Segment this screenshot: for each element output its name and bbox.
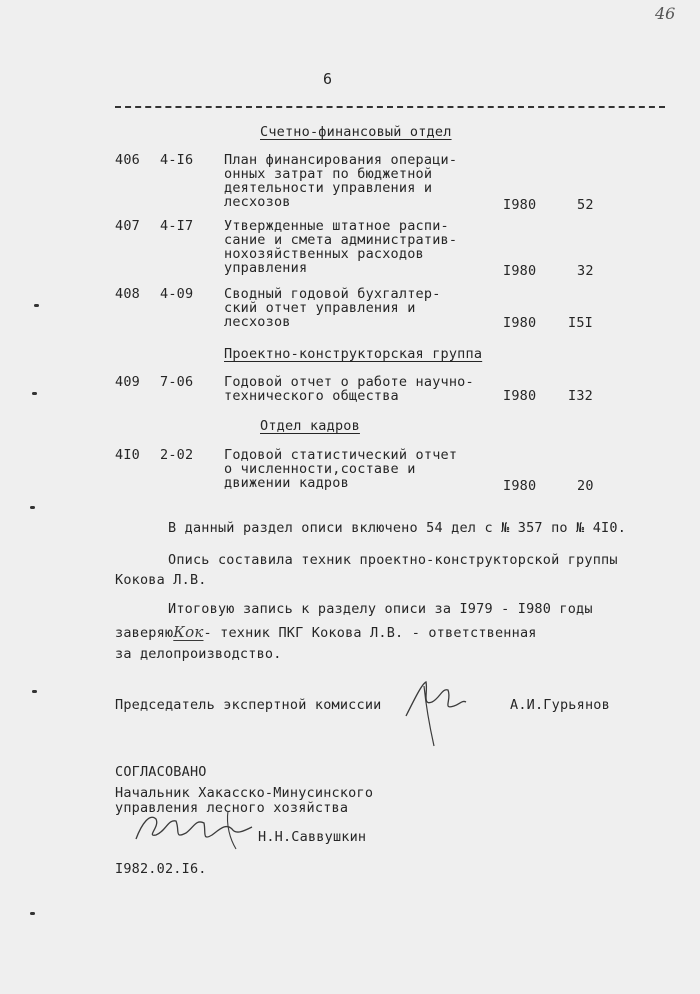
- entry-sheets: I5I: [568, 315, 593, 331]
- approval-signature: [132, 805, 272, 855]
- summary-compiled-line1: Опись составила техник проектно-конструкторской группы: [168, 552, 618, 568]
- entry-sheets: 52: [577, 197, 594, 213]
- entry-title: Годовой статистический отчет о численности,составе и движении кадров: [224, 447, 458, 491]
- entry-number: 4I0: [115, 447, 140, 463]
- entry-sheets: 20: [577, 478, 594, 494]
- entry-number: 406: [115, 152, 140, 168]
- entry-year: I980: [503, 197, 537, 213]
- entry-title: Сводный годовой бухгалтер- ский отчет управления и лесхозов: [224, 286, 441, 330]
- entry-sheets: 32: [577, 263, 594, 279]
- entry-title: План финансирования операци- онных затрат по бюджетной деятельности управления и лесхозов: [224, 152, 458, 210]
- scan-speck: [34, 304, 39, 307]
- approval-line2: управления лесного хозяйства: [115, 800, 349, 816]
- chairman-name: А.И.Гурьянов: [510, 697, 610, 713]
- dashed-separator: [115, 106, 665, 108]
- entry-code: 4-I7: [160, 218, 194, 234]
- summary-final-line3: за делопроизводство.: [115, 646, 282, 662]
- entry-code: 2-02: [160, 447, 194, 463]
- entry-code: 4-I6: [160, 152, 194, 168]
- entry-year: I980: [503, 388, 537, 404]
- entry-sheets: I32: [568, 388, 593, 404]
- entry-year: I980: [503, 263, 537, 279]
- scan-speck: [30, 506, 35, 509]
- summary-final-line2: заверяюКок- техник ПКГ Кокова Л.В. - ответственная: [115, 623, 537, 641]
- section-title-hr: Отдел кадров: [260, 418, 360, 434]
- approval-line1: Начальник Хакасско-Минусинского: [115, 785, 374, 801]
- approval-date: I982.02.I6.: [115, 861, 207, 877]
- kokova-handwritten-signature: Кок: [173, 623, 204, 641]
- scan-speck: [32, 690, 37, 693]
- chairman-signature: [392, 676, 472, 748]
- entry-code: 4-09: [160, 286, 194, 302]
- entry-number: 407: [115, 218, 140, 234]
- chairman-label: Председатель экспертной комиссии: [115, 697, 382, 713]
- entry-year: I980: [503, 315, 537, 331]
- scan-speck: [32, 392, 37, 395]
- entry-number: 409: [115, 374, 140, 390]
- section-title-design-group: Проектно-конструкторская группа: [224, 346, 483, 362]
- page-number: 6: [323, 70, 333, 88]
- entry-code: 7-06: [160, 374, 194, 390]
- entry-title: Годовой отчет о работе научно- технического общества: [224, 374, 474, 404]
- approval-name: Н.Н.Саввушкин: [258, 829, 367, 845]
- summary-compiled-line2: Кокова Л.В.: [115, 572, 207, 588]
- summary-included: В данный раздел описи включено 54 дел с № 357 по № 4I0.: [168, 520, 627, 536]
- entry-number: 408: [115, 286, 140, 302]
- section-title-finance: Счетно-финансовый отдел: [260, 124, 452, 140]
- corner-handwritten-number: 46: [655, 4, 676, 23]
- approval-heading: СОГЛАСОВАНО: [115, 764, 207, 780]
- scan-speck: [30, 912, 35, 915]
- summary-final-line1: Итоговую запись к разделу описи за I979 - I980 годы: [168, 601, 593, 617]
- entry-title: Утвержденные штатное распи- сание и смета административ- нохозяйственных расходов управления: [224, 218, 458, 276]
- entry-year: I980: [503, 478, 537, 494]
